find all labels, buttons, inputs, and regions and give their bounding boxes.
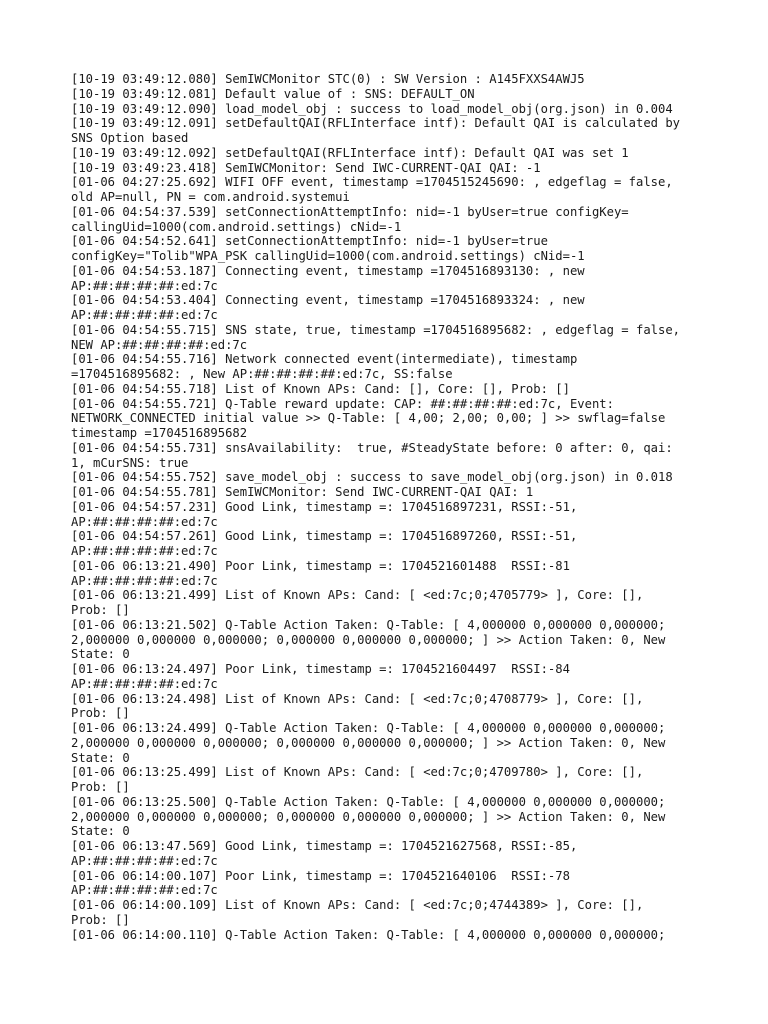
log-line: 2,000000 0,000000 0,000000; 0,000000 0,000000 0,000000; ] >> Action Taken: 0, New bbox=[71, 735, 666, 750]
log-line: [01-06 04:54:55.715] SNS state, true, timestamp =1704516895682: , edgeflag = false, bbox=[71, 322, 681, 337]
log-line: AP:##:##:##:##:ed:7c bbox=[71, 676, 218, 691]
log-line: [01-06 06:14:00.110] Q-Table Action Taken: Q-Table: [ 4,000000 0,000000 0,000000; bbox=[71, 927, 666, 942]
log-line: [01-06 04:54:55.718] List of Known APs: Cand: [], Core: [], Prob: [] bbox=[71, 381, 570, 396]
log-line: [01-06 06:14:00.109] List of Known APs: Cand: [ <ed:7c;0;4744389> ], Core: [], bbox=[71, 898, 644, 912]
log-line: [10-19 03:49:12.080] SemIWCMonitor STC(0) : SW Version : A145FXXS4AWJ5 bbox=[71, 72, 585, 86]
log-line: [01-06 04:54:55.721] Q-Table reward update: CAP: ##:##:##:##:ed:7c, Event: bbox=[71, 396, 614, 411]
log-line: [01-06 06:13:24.499] Q-Table Action Taken: Q-Table: [ 4,000000 0,000000 0,000000; bbox=[71, 721, 666, 735]
log-line: State: 0 bbox=[71, 750, 130, 765]
log-line: Prob: [] bbox=[71, 706, 130, 721]
log-line: [01-06 06:13:21.490] Poor Link, timestamp =: 1704521601488 RSSI:-81 bbox=[71, 558, 570, 573]
log-line: callingUid=1000(com.android.settings) cNid=-1 bbox=[71, 219, 402, 234]
log-line: [01-06 06:13:21.499] List of Known APs: Cand: [ <ed:7c;0;4705779> ], Core: [], bbox=[71, 588, 644, 603]
log-line: SNS Option based bbox=[71, 131, 189, 145]
log-text-block bbox=[71, 72, 703, 942]
log-line: [01-06 06:13:24.498] List of Known APs: Cand: [ <ed:7c;0;4708779> ], Core: [], bbox=[71, 691, 644, 706]
log-line: [01-06 06:14:00.107] Poor Link, timestamp =: 1704521640106 RSSI:-78 bbox=[71, 868, 570, 883]
log-line: [01-06 04:54:53.404] Connecting event, timestamp =1704516893324: , new bbox=[71, 293, 585, 308]
log-line: AP:##:##:##:##:ed:7c bbox=[71, 883, 218, 898]
log-line: [01-06 06:13:24.497] Poor Link, timestamp =: 1704521604497 RSSI:-84 bbox=[71, 662, 570, 676]
log-line: Prob: [] bbox=[71, 603, 130, 617]
log-line: =1704516895682: , New AP:##:##:##:##:ed:7c, SS:false bbox=[71, 367, 453, 381]
log-line: State: 0 bbox=[71, 647, 130, 662]
log-line: AP:##:##:##:##:ed:7c bbox=[71, 278, 218, 293]
log-line: [01-06 04:27:25.692] WIFI OFF event, timestamp =1704515245690: , edgeflag = false, bbox=[71, 175, 673, 190]
log-line: [01-06 06:13:21.502] Q-Table Action Taken: Q-Table: [ 4,000000 0,000000 0,000000; bbox=[71, 617, 666, 632]
log-line: [01-06 04:54:57.231] Good Link, timestamp =: 1704516897231, RSSI:-51, bbox=[71, 499, 578, 514]
log-line: [01-06 04:54:57.261] Good Link, timestamp =: 1704516897260, RSSI:-51, bbox=[71, 529, 578, 544]
log-line: [01-06 04:54:55.716] Network connected event(intermediate), timestamp bbox=[71, 352, 578, 367]
log-line: [01-06 06:13:25.500] Q-Table Action Taken: Q-Table: [ 4,000000 0,000000 0,000000; bbox=[71, 794, 666, 809]
log-line: State: 0 bbox=[71, 824, 130, 839]
log-line: [10-19 03:49:12.090] load_model_obj : success to load_model_obj(org.json) in 0.004 bbox=[71, 101, 673, 116]
log-line: AP:##:##:##:##:ed:7c bbox=[71, 573, 218, 588]
log-line: AP:##:##:##:##:ed:7c bbox=[71, 853, 218, 868]
log-line: Prob: [] bbox=[71, 780, 130, 794]
log-line: [01-06 04:54:52.641] setConnectionAttemptInfo: nid=-1 byUser=true bbox=[71, 234, 548, 249]
log-line: [10-19 03:49:12.091] setDefaultQAI(RFLInterface intf): Default QAI is calculated by bbox=[71, 116, 681, 131]
log-line: [10-19 03:49:12.092] setDefaultQAI(RFLInterface intf): Default QAI was set 1 bbox=[71, 145, 629, 160]
log-line: 1, mCurSNS: true bbox=[71, 455, 189, 470]
log-line: configKey="Tolib"WPA_PSK callingUid=1000(com.android.settings) cNid=-1 bbox=[71, 249, 585, 263]
log-line: NETWORK_CONNECTED initial value >> Q-Table: [ 4,00; 2,00; 0,00; ] >> swflag=false bbox=[71, 411, 666, 426]
log-line: [01-06 04:54:55.731] snsAvailability: true, #SteadyState before: 0 after: 0, qai: bbox=[71, 440, 673, 455]
log-line: 2,000000 0,000000 0,000000; 0,000000 0,000000 0,000000; ] >> Action Taken: 0, New bbox=[71, 632, 666, 647]
log-line: [01-06 06:13:25.499] List of Known APs: Cand: [ <ed:7c;0;4709780> ], Core: [], bbox=[71, 765, 644, 780]
log-line: [01-06 04:54:53.187] Connecting event, timestamp =1704516893130: , new bbox=[71, 263, 585, 278]
log-line: [01-06 04:54:37.539] setConnectionAttemptInfo: nid=-1 byUser=true configKey= bbox=[71, 204, 629, 219]
log-line: timestamp =1704516895682 bbox=[71, 426, 248, 440]
log-line: 2,000000 0,000000 0,000000; 0,000000 0,000000 0,000000; ] >> Action Taken: 0, New bbox=[71, 809, 666, 824]
log-line: Prob: [] bbox=[71, 912, 130, 927]
log-line: AP:##:##:##:##:ed:7c bbox=[71, 308, 218, 322]
log-line: old AP=null, PN = com.android.systemui bbox=[71, 190, 350, 204]
log-line: [01-06 04:54:55.781] SemIWCMonitor: Send IWC-CURRENT-QAI QAI: 1 bbox=[71, 485, 534, 499]
log-line: [01-06 06:13:47.569] Good Link, timestamp =: 1704521627568, RSSI:-85, bbox=[71, 839, 578, 853]
log-line: AP:##:##:##:##:ed:7c bbox=[71, 514, 218, 529]
log-line: AP:##:##:##:##:ed:7c bbox=[71, 544, 218, 558]
log-line: [10-19 03:49:23.418] SemIWCMonitor: Send IWC-CURRENT-QAI QAI: -1 bbox=[71, 160, 541, 175]
log-line: [01-06 04:54:55.752] save_model_obj : success to save_model_obj(org.json) in 0.018 bbox=[71, 470, 673, 485]
log-line: [10-19 03:49:12.081] Default value of : SNS: DEFAULT_ON bbox=[71, 86, 475, 101]
log-line: NEW AP:##:##:##:##:ed:7c bbox=[71, 337, 248, 352]
log-document bbox=[71, 72, 703, 942]
